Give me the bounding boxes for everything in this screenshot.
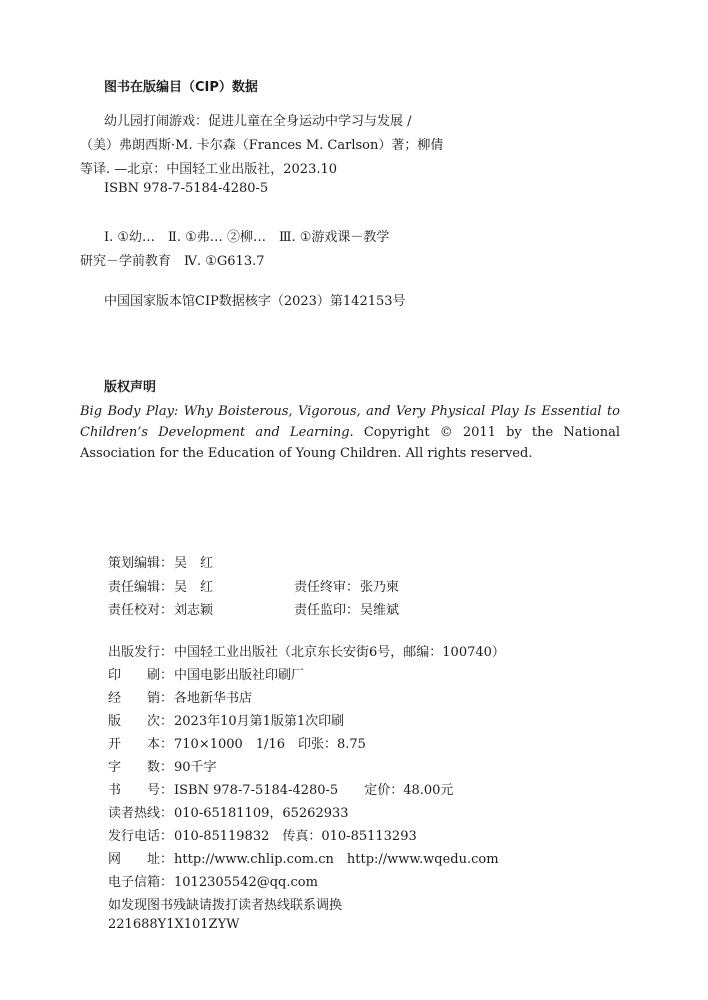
credit-value: 吴 红	[174, 556, 214, 571]
credit-label: 责任监印：	[294, 603, 360, 618]
credit-value: 吴维斌	[360, 603, 400, 618]
pub-label: 读者热线：	[108, 806, 174, 821]
cip-line-publisher: 等译. —北京：中国轻工业出版社，2023.10	[80, 162, 338, 177]
footer-code: 221688Y1X101ZYW	[108, 917, 240, 932]
pub-value: 中国电影出版社印刷厂	[174, 668, 305, 683]
credit-row	[108, 552, 213, 571]
pub-row-phone-fax	[108, 825, 417, 844]
cip-line-title: 幼儿园打闹游戏：促进儿童在全身运动中学习与发展 /	[104, 114, 412, 129]
pub-row-distributor	[108, 687, 252, 706]
cip-title: 图书在版编目（CIP）数据	[104, 80, 258, 95]
credit-value: 吴 红	[174, 580, 214, 595]
pub-label: 经 销：	[108, 691, 174, 706]
footer-note: 如发现图书残缺请拨打读者热线联系调换	[108, 898, 343, 913]
pub-label: 出版发行：	[108, 645, 174, 660]
pub-value: 010-65181109，65262933	[174, 806, 349, 821]
cip-line-isbn: ISBN 978-7-5184-4280-5	[104, 181, 269, 196]
cip-line-subjects: Ⅰ. ①幼… Ⅱ. ①弗… ②柳… Ⅲ. ①游戏课－教学	[104, 230, 390, 245]
pub-row-email	[108, 871, 318, 890]
pub-row-format	[108, 733, 366, 752]
pub-label: 网 址：	[108, 852, 174, 867]
cip-line-record-number: 中国国家版本馆CIP数据核字（2023）第142153号	[104, 294, 406, 309]
credit-row	[108, 599, 399, 618]
cip-line-classification: 研究－学前教育 Ⅳ. ①G613.7	[80, 254, 265, 269]
pub-row-isbn-price	[108, 779, 453, 798]
pub-row-website	[108, 848, 499, 867]
pub-label: 电子信箱：	[108, 875, 174, 890]
pub-value: http://www.chlip.com.cn http://www.wqedu.com	[174, 852, 499, 867]
cip-line-author: （美）弗朗西斯·M. 卡尔森（Frances M. Carlson）著；柳倩	[80, 138, 444, 153]
pub-label: 印 刷：	[108, 668, 174, 683]
pub-label: 版 次：	[108, 714, 174, 729]
pub-value: 各地新华书店	[174, 691, 253, 706]
pub-row-edition	[108, 710, 344, 729]
credit-value: 张乃柬	[360, 580, 400, 595]
copyright-book-title: Big Body Play: Why Boisterous, Vigorous, and Very Physical Play Is Essential to Children’s Development and Learning	[80, 404, 620, 440]
copyright-title: 版权声明	[104, 380, 157, 395]
pub-row-reader-hotline	[108, 802, 349, 821]
credit-label: 责任编辑：	[108, 580, 174, 595]
pub-value: ISBN 978-7-5184-4280-5 定价：48.00元	[174, 783, 454, 798]
copyright-notice	[80, 401, 620, 464]
pub-value: 90千字	[174, 760, 217, 775]
pub-value: 1012305542@qq.com	[174, 875, 318, 890]
pub-label: 书 号：	[108, 783, 174, 798]
pub-row-printer	[108, 664, 304, 683]
credit-label: 责任终审：	[294, 580, 360, 595]
credit-row	[108, 576, 399, 595]
pub-label: 开 本：	[108, 737, 174, 752]
pub-value: 中国轻工业出版社（北京东长安街6号，邮编：100740）	[174, 645, 505, 660]
pub-value: 2023年10月第1版第1次印刷	[174, 714, 345, 729]
pub-row-publisher	[108, 641, 505, 660]
pub-value: 710×1000 1/16 印张：8.75	[174, 737, 366, 752]
credit-label: 责任校对：	[108, 603, 174, 618]
credit-label: 策划编辑：	[108, 556, 174, 571]
pub-row-word-count	[108, 756, 217, 775]
pub-label: 字 数：	[108, 760, 174, 775]
pub-value: 010-85119832 传真：010-85113293	[174, 829, 417, 844]
copyright-statement: . Copyright © 2011 by the National Association for the Education of Young Children. All rights reserved.	[80, 425, 620, 461]
pub-label: 发行电话：	[108, 829, 174, 844]
credit-value: 刘志颖	[174, 603, 214, 618]
